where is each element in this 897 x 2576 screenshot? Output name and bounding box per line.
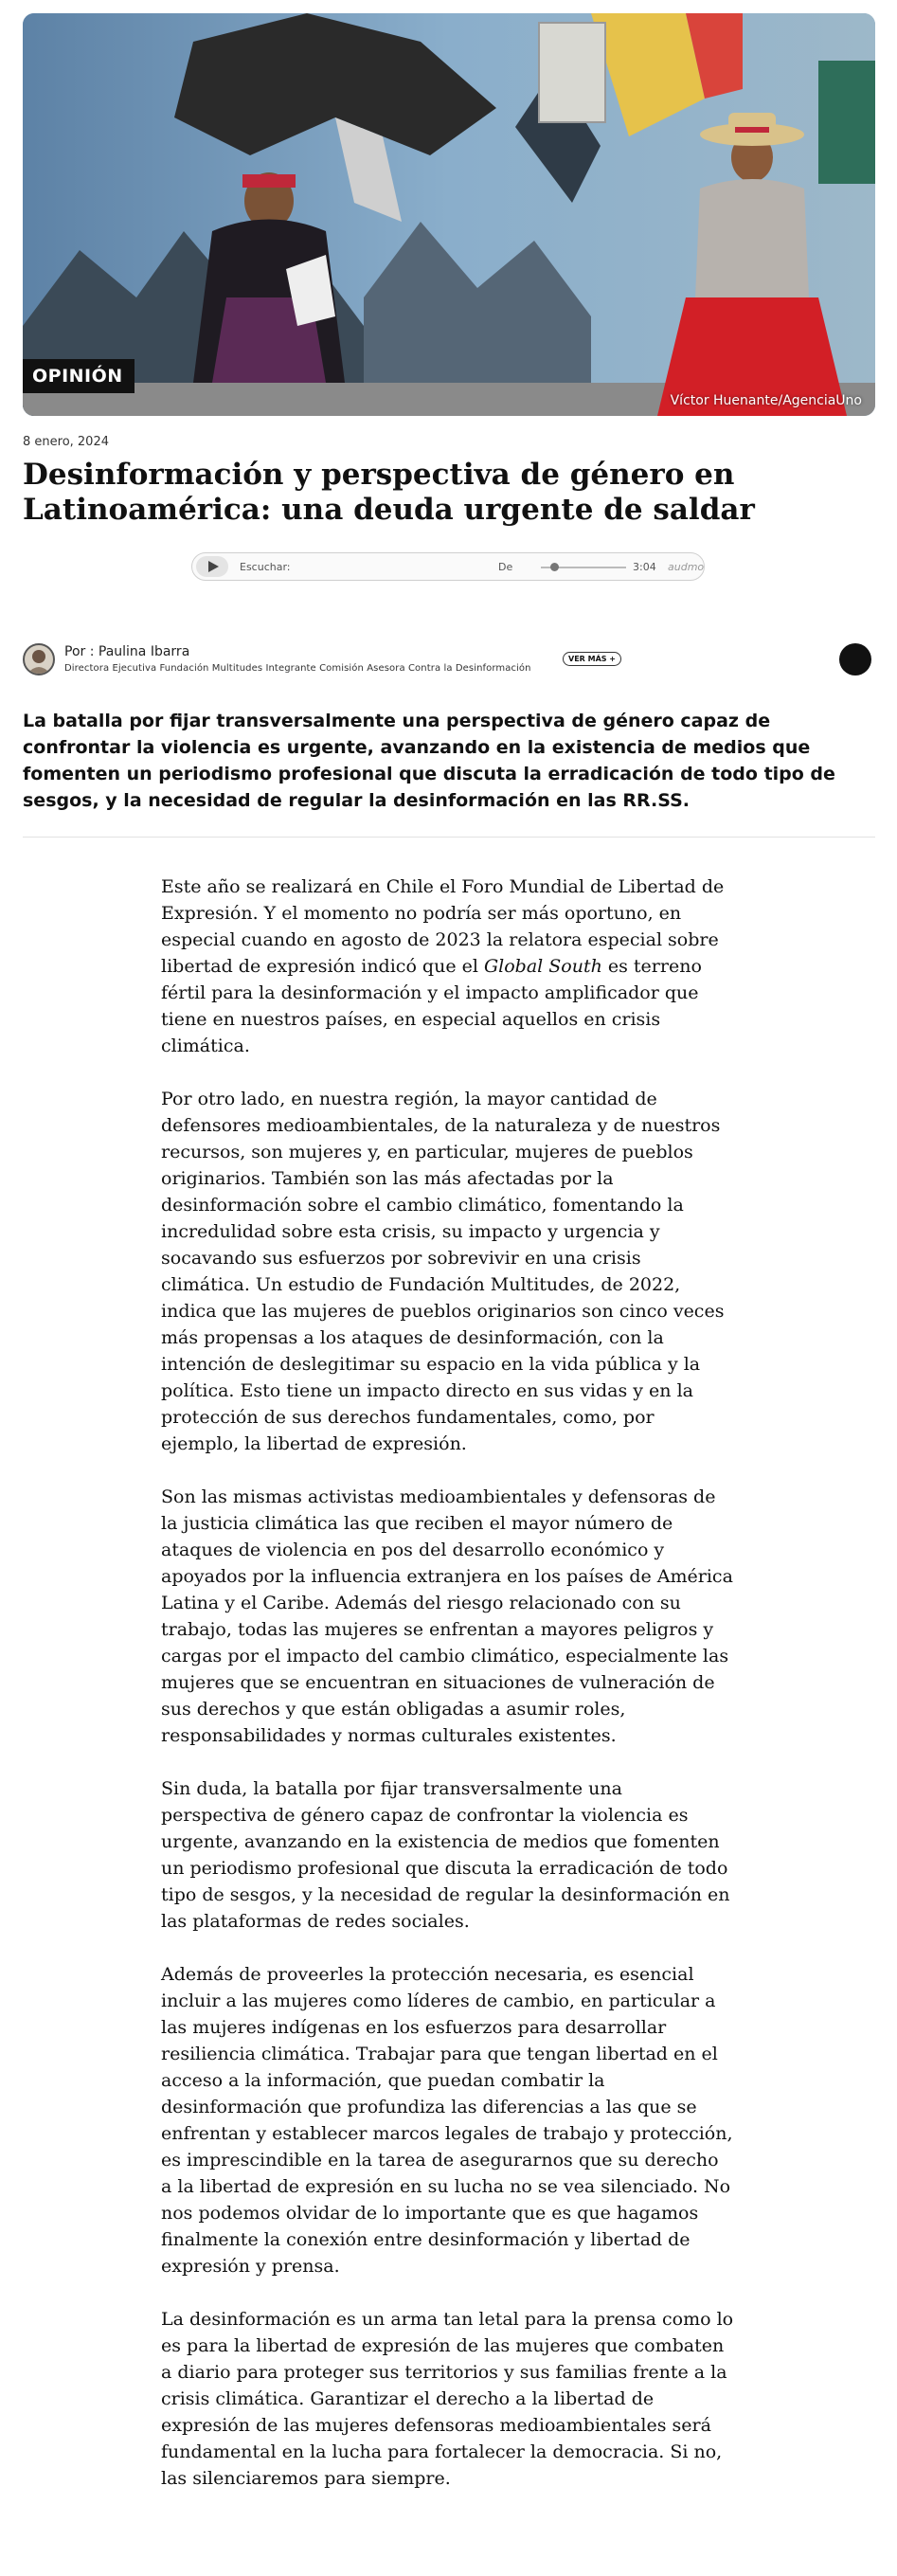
divider — [23, 837, 875, 838]
article-date: 8 enero, 2024 — [23, 435, 109, 449]
author-block — [23, 643, 875, 681]
paragraph-3: Son las mismas activistas medioambientales y defensoras de la justicia climática las que reciben el mayor número de ataques de violencia en pos del desarrollo económico y apoyados por la influencia extranjera en los países de América Latina y el Caribe. Además del riesgo relacionado con su trabajo, todas las mujeres se enfrentan a mayores peligros y cargas por el impacto del cambio climático, especialmente las mujeres que se encuentran en situaciones de vulneración de sus derechos y que están obligadas a asumir roles, responsabilidades y normas culturales existentes. — [161, 1486, 733, 1746]
paragraph-1 — [161, 874, 734, 1059]
paragraph-4: Sin duda, la batalla por fijar transversalmente una perspectiva de género capaz de confrontar la violencia es urgente, avanzando en la existencia de medios que fomenten un periodismo profesional que discuta la erradicación de todo tipo de sesgos, y la necesidad de regular la desinformación en las plataformas de redes sociales. — [161, 1778, 730, 1932]
hero-photo — [23, 13, 875, 416]
author-avatar[interactable] — [23, 643, 55, 676]
paragraph-1-emphasis: Global South — [483, 956, 602, 977]
article-body — [161, 874, 734, 2518]
circle-icon[interactable] — [839, 643, 871, 676]
photo-credit: Víctor Huenante/AgenciaUno — [670, 393, 862, 408]
paragraph-1-text-b: es terreno fértil para la desinformación y el impacto amplificador que tiene en nuestros países, en especial aquellos en crisis climática. — [161, 956, 702, 1056]
audio-label: Escuchar: — [240, 561, 291, 573]
paragraph-5: Además de proveerles la protección necesaria, es esencial incluir a las mujeres como líderes de cambio, en particular a las mujeres indígenas en los esfuerzos para desarrollar resiliencia climática. Trabajar para que tengan libertad en el acceso a la información, que puedan combatir la desinformación que profundiza las diferencias a las que se enfrentan y establecer marcos legales de trabajo y protección, es imprescindible en la tarea de asegurarnos que su derecho a la libertad de expresión en su lucha no se vea silenciado. No nos podemos olvidar de lo importante que es que hagamos finalmente la conexión entre desinformación y libertad de expresión y prensa. — [161, 1964, 733, 2277]
see-more-button[interactable]: VER MÁS + — [563, 652, 621, 666]
paragraph-1-text-a: Este año se realizará en Chile el Foro Mundial de Libertad de Expresión. Y el momento no podría ser más oportuno, en especial cuando en agosto de 2023 la relatora especial sobre libertad de expresión indicó que el — [161, 876, 725, 977]
article-title: Desinformación y perspectiva de género en Latinoamérica: una deuda urgente de saldar — [23, 458, 755, 527]
audio-speed-label[interactable]: De — [498, 561, 513, 573]
audio-brand[interactable]: audmo — [668, 561, 705, 573]
paragraph-6: La desinformación es un arma tan letal para la prensa como lo es para la libertad de expresión de las mujeres que combaten a diario para proteger sus territorios y sus familias frente a la crisis climática. Garantizar el derecho a la libertad de expresión de las mujeres defensoras medioambientales será fundamental en la lucha para fortalecer la democracia. Si no, las silenciaremos para siempre. — [161, 2309, 734, 2489]
hero-image — [23, 13, 875, 416]
opinion-badge[interactable]: OPINIÓN — [23, 359, 135, 393]
audio-duration: 3:04 — [633, 561, 656, 573]
paragraph-2: Por otro lado, en nuestra región, la mayor cantidad de defensores medioambientales, de la naturaleza y de nuestros recursos, son mujeres y, en particular, mujeres de pueblos originarios. También son las más afectadas por la desinformación sobre el cambio climático, fomentando la incredulidad sobre esta crisis, su impacto y urgencia y socavando sus esfuerzos por sobrevivir en una crisis climática. Un estudio de Fundación Multitudes, de 2022, indica que las mujeres de pueblos originarios son cinco veces más propensas a los ataques de desinformación, con la intención de deslegitimar su espacio en la vida pública y la política. Esto tiene un impacto directo en sus vidas y en la protección de sus derechos fundamentales, como, por ejemplo, la libertad de expresión. — [161, 1089, 725, 1454]
article-lead: La batalla por fijar transversalmente una perspectiva de género capaz de confrontar la violencia es urgente, avanzando en la existencia de medios que fomenten un periodismo profesional que discuta la erradicación de todo tipo de sesgos, y la necesidad de regular la desinformación en las RR.SS. — [23, 711, 835, 811]
author-role: Directora Ejecutiva Fundación Multitudes Integrante Comisión Asesora Contra la Desinformación — [64, 663, 531, 674]
play-icon[interactable] — [196, 556, 228, 577]
audio-progress-knob[interactable] — [550, 563, 559, 571]
audio-player — [191, 552, 705, 581]
author-byline[interactable]: Por : Paulina Ibarra — [64, 644, 190, 659]
